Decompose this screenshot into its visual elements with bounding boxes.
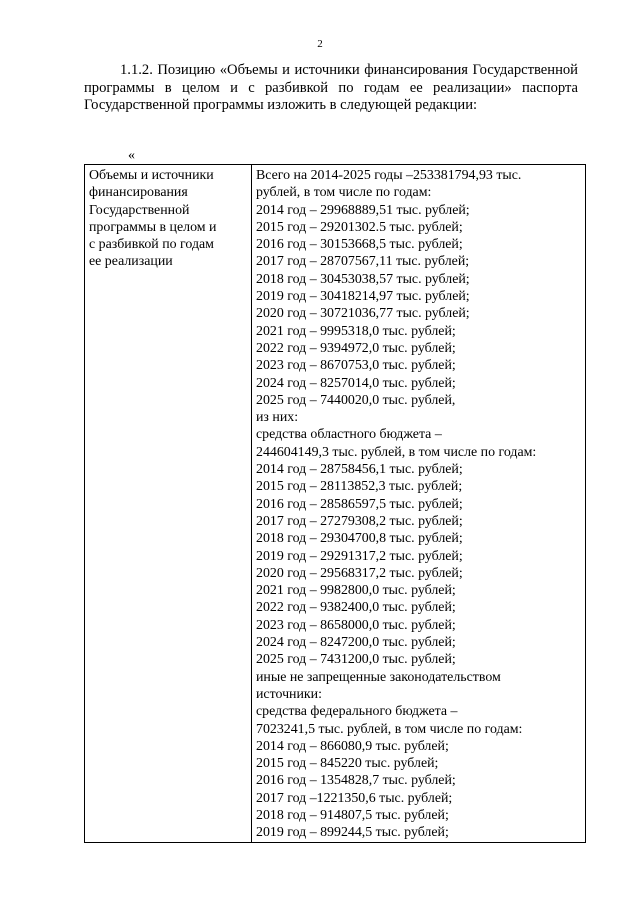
- funding-line: 2016 год – 1354828,7 тыс. рублей;: [256, 773, 456, 789]
- funding-line: 2025 год – 7440020,0 тыс. рублей,: [256, 392, 456, 408]
- funding-line: иные не запрещенные законодательством: [256, 669, 501, 685]
- passport-table: [84, 164, 586, 843]
- position-name-line: ее реализации: [89, 254, 173, 270]
- funding-line: 2022 год – 9382400,0 тыс. рублей;: [256, 600, 456, 616]
- funding-line: 2015 год – 845220 тыс. рублей;: [256, 756, 439, 772]
- funding-line: 2017 год – 27279308,2 тыс. рублей;: [256, 513, 463, 529]
- position-name-line: финансирования: [89, 185, 188, 201]
- table-row: [85, 165, 586, 843]
- funding-line: 2019 год – 899244,5 тыс. рублей;: [256, 825, 449, 841]
- funding-line: 2020 год – 29568317,2 тыс. рублей;: [256, 565, 463, 581]
- position-name-line: с разбивкой по годам: [89, 237, 214, 253]
- funding-line: средства областного бюджета –: [256, 427, 442, 443]
- funding-line: 2014 год – 29968889,51 тыс. рублей;: [256, 202, 470, 218]
- funding-line: 2017 год –1221350,6 тыс. рублей;: [256, 790, 453, 806]
- funding-line: 2020 год – 30721036,77 тыс. рублей;: [256, 306, 470, 322]
- funding-value-cell: [252, 165, 586, 843]
- funding-line: 2016 год – 30153668,5 тыс. рублей;: [256, 237, 463, 253]
- funding-line: 2019 год – 30418214,97 тыс. рублей;: [256, 289, 470, 305]
- funding-line: 2015 год – 29201302.5 тыс. рублей;: [256, 219, 463, 235]
- funding-line: 2023 год – 8670753,0 тыс. рублей;: [256, 358, 456, 374]
- funding-line: 2015 год – 28113852,3 тыс. рублей;: [256, 479, 463, 495]
- funding-line: 2014 год – 28758456,1 тыс. рублей;: [256, 462, 463, 478]
- funding-line: 2021 год – 9982800,0 тыс. рублей;: [256, 583, 456, 599]
- page-number: 2: [317, 38, 323, 50]
- funding-line: 2024 год – 8247200,0 тыс. рублей;: [256, 635, 456, 651]
- funding-line: из них:: [256, 410, 299, 426]
- position-name-line: программы в целом и: [89, 219, 217, 235]
- funding-line: Всего на 2014-2025 годы –253381794,93 тыс.: [256, 168, 522, 183]
- opening-quote: «: [128, 148, 135, 163]
- funding-line: 2019 год – 29291317,2 тыс. рублей;: [256, 548, 463, 564]
- funding-line: 244604149,3 тыс. рублей, в том числе по годам:: [256, 444, 537, 460]
- funding-line: 2024 год – 8257014,0 тыс. рублей;: [256, 375, 456, 391]
- funding-line: рублей, в том числе по годам:: [256, 185, 432, 201]
- funding-line: средства федерального бюджета –: [256, 704, 458, 720]
- position-name-line: Государственной: [89, 202, 190, 218]
- position-name-line: Объемы и источники: [89, 168, 214, 183]
- funding-line: 2018 год – 914807,5 тыс. рублей;: [256, 807, 449, 823]
- funding-line: источники:: [256, 686, 322, 702]
- funding-line: 7023241,5 тыс. рублей, в том числе по годам:: [256, 721, 523, 737]
- funding-line: 2017 год – 28707567,11 тыс. рублей;: [256, 254, 470, 270]
- funding-line: 2022 год – 9394972,0 тыс. рублей;: [256, 340, 456, 356]
- funding-line: 2016 год – 28586597,5 тыс. рублей;: [256, 496, 463, 512]
- funding-line: 2023 год – 8658000,0 тыс. рублей;: [256, 617, 456, 633]
- funding-line: 2021 год – 9995318,0 тыс. рублей;: [256, 323, 456, 339]
- funding-line: 2025 год – 7431200,0 тыс. рублей;: [256, 652, 456, 668]
- intro-paragraph: 1.1.2. Позицию «Объемы и источники финансирования Государственной программы в целом и с разбивкой по годам ее реализации» паспорта Государственной программы изложить в следующей редакции:: [84, 62, 578, 114]
- funding-line: 2014 год – 866080,9 тыс. рублей;: [256, 738, 449, 754]
- position-name-cell: [85, 165, 252, 843]
- funding-line: 2018 год – 29304700,8 тыс. рублей;: [256, 531, 463, 547]
- funding-line: 2018 год – 30453038,57 тыс. рублей;: [256, 271, 470, 287]
